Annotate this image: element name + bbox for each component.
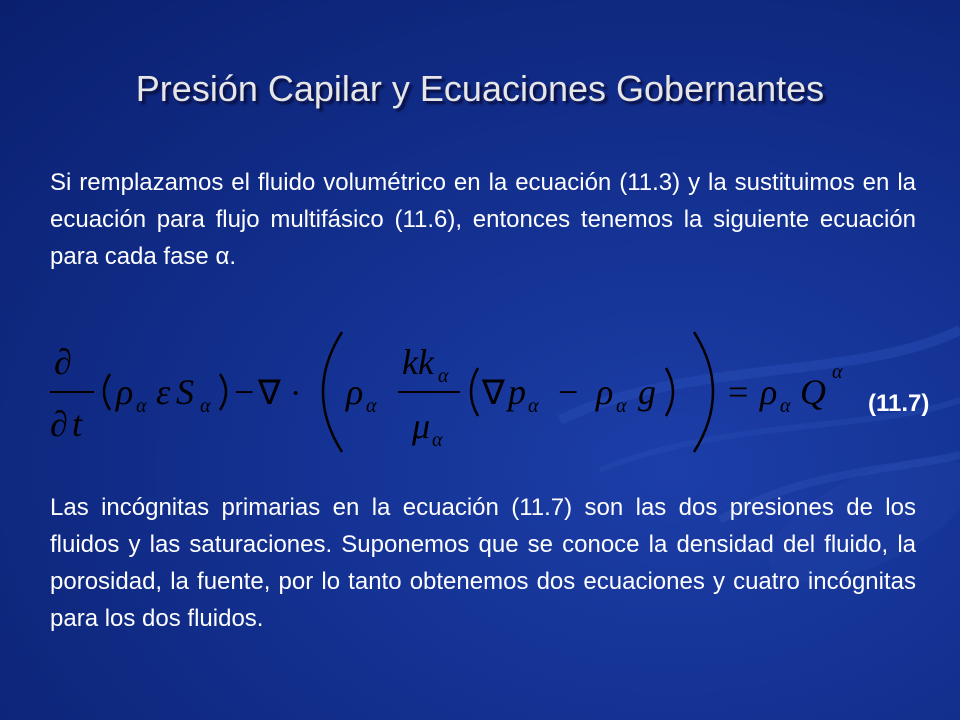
eq-alpha-sub-4: α bbox=[438, 365, 449, 387]
eq-equals: = bbox=[728, 372, 749, 412]
eq-minus-1: − bbox=[234, 372, 255, 412]
eq-alpha-sub-5: α bbox=[432, 429, 443, 451]
eq-Q: Q bbox=[800, 372, 826, 412]
eq-paren-open-2 bbox=[471, 368, 478, 416]
eq-alpha-sub-3: α bbox=[366, 395, 377, 417]
unknowns-paragraph: Las incógnitas primarias en la ecuación (11.7) son las dos presiones de los fluidos y las saturaciones. Suponemos que se conoce la densidad del fluido, la porosidad, la fuente, por lo tanto obtenemos dos ecuaciones y cuatro incógnitas para los dos fluidos. bbox=[50, 494, 916, 632]
eq-partial-bottom: ∂ bbox=[50, 404, 68, 444]
eq-epsilon: ε bbox=[156, 372, 171, 412]
eq-rho-4: ρ bbox=[760, 372, 778, 412]
eq-nabla-2: ∇ bbox=[482, 375, 505, 412]
eq-kk: kk bbox=[402, 342, 434, 382]
eq-alpha-sub-6: α bbox=[528, 395, 539, 417]
eq-rho-1: ρ bbox=[116, 372, 134, 412]
eq-S: S bbox=[176, 372, 194, 412]
eq-rho-2: ρ bbox=[346, 372, 364, 412]
eq-g: g bbox=[638, 372, 656, 412]
slide-title: Presión Capilar y Ecuaciones Gobernantes bbox=[135, 68, 825, 109]
eq-dot: · bbox=[290, 375, 302, 412]
eq-minus-2: − bbox=[558, 372, 579, 412]
eq-alpha-sub-8: α bbox=[780, 395, 791, 417]
eq-t: t bbox=[72, 404, 83, 444]
eq-paren-close-1 bbox=[220, 374, 226, 410]
equation-number-label: (11.7) bbox=[868, 390, 930, 417]
eq-big-paren-open bbox=[323, 332, 342, 452]
eq-big-paren-close bbox=[694, 332, 713, 452]
eq-paren-close-2 bbox=[666, 368, 673, 416]
governing-equation bbox=[40, 326, 870, 461]
eq-rho-3: ρ bbox=[596, 372, 614, 412]
eq-mu: μ bbox=[412, 406, 431, 446]
eq-alpha-sub-1: α bbox=[136, 395, 147, 417]
intro-paragraph: Si remplazamos el fluido volumétrico en la ecuación (11.3) y la sustituimos en la ecuación para flujo multifásico (11.6), entonces tenemos la siguiente ecuación para cada fase α. bbox=[50, 169, 916, 270]
eq-alpha-sub-2: α bbox=[200, 395, 211, 417]
eq-nabla: ∇ bbox=[258, 375, 281, 412]
eq-alpha-sub-7: α bbox=[616, 395, 627, 417]
eq-paren-open-1 bbox=[104, 374, 110, 410]
eq-p: p bbox=[508, 372, 526, 412]
eq-partial-top: ∂ bbox=[54, 342, 72, 382]
eq-alpha-sup: α bbox=[832, 361, 843, 383]
